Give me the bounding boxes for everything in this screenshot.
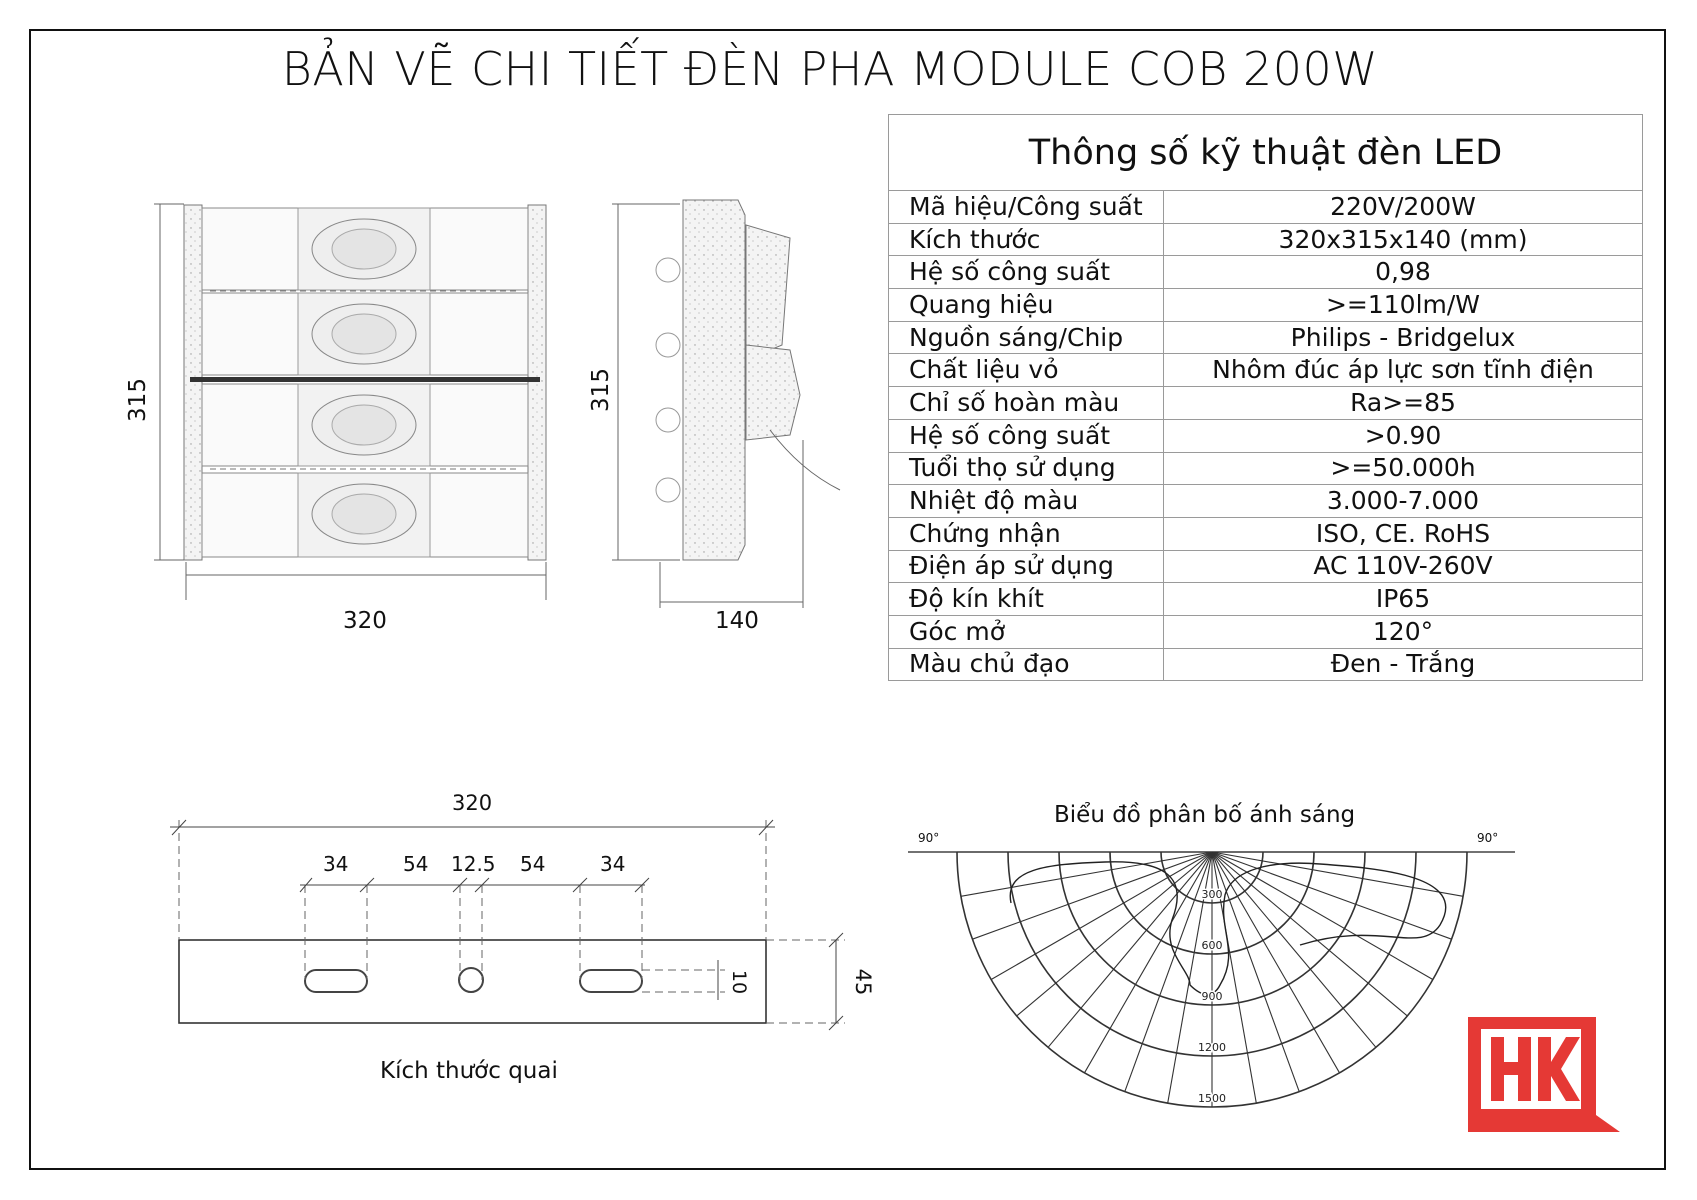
angle-label-left: 90° <box>918 831 940 845</box>
front-left-rail <box>184 205 202 560</box>
spec-label: Độ kín khít <box>889 583 1164 616</box>
spec-label: Chứng nhận <box>889 517 1164 550</box>
hk-led-logo <box>1468 1017 1620 1132</box>
side-view <box>612 200 840 608</box>
front-module-3 <box>202 384 528 466</box>
spec-value: >=50.000h <box>1164 452 1643 485</box>
spec-value: 3.000-7.000 <box>1164 485 1643 518</box>
front-center-bar <box>190 377 540 382</box>
spec-value: >=110lm/W <box>1164 289 1643 322</box>
polar-ring-label: 900 <box>1201 990 1223 1003</box>
distribution-caption: Biểu đồ phân bố ánh sáng <box>1054 802 1356 828</box>
spec-label: Nguồn sáng/Chip <box>889 321 1164 354</box>
spec-value: IP65 <box>1164 583 1643 616</box>
bracket-caption: Kích thước quai <box>380 1058 558 1084</box>
bracket-slot-dim: 10 <box>728 969 750 995</box>
bracket-spacing-5: 34 <box>600 852 626 876</box>
bracket-spacing-1: 34 <box>323 852 349 876</box>
bracket-hole-center <box>459 968 483 992</box>
front-module-4 <box>202 473 528 557</box>
bracket-slot-right <box>580 970 642 992</box>
spec-label: Góc mở <box>889 615 1164 648</box>
front-right-rail <box>528 205 546 560</box>
spec-value: Đen - Trắng <box>1164 648 1643 681</box>
polar-ring-label: 1200 <box>1198 1041 1226 1054</box>
bracket-spacing-3: 12.5 <box>451 852 496 876</box>
spec-value: ISO, CE. RoHS <box>1164 517 1643 550</box>
polar-ring-label: 600 <box>1201 939 1223 952</box>
front-view <box>154 204 546 600</box>
spec-value: Nhôm đúc áp lực sơn tĩnh điện <box>1164 354 1643 387</box>
logo-led-text: LED <box>1593 1055 1615 1095</box>
bracket-slot-left <box>305 970 367 992</box>
bracket-total-dim: 320 <box>452 791 493 815</box>
spec-label: Điện áp sử dụng <box>889 550 1164 583</box>
spec-value: Philips - Bridgelux <box>1164 321 1643 354</box>
page-title: BẢN VẼ CHI TIẾT ĐÈN PHA MODULE COB 200W <box>281 42 1379 96</box>
bracket-body <box>179 940 766 1023</box>
front-height-dim: 315 <box>125 378 151 422</box>
spec-value: 120° <box>1164 615 1643 648</box>
polar-ring-label: 1500 <box>1198 1092 1226 1105</box>
spec-label: Màu chủ đạo <box>889 648 1164 681</box>
bracket-drawing <box>170 820 845 1030</box>
side-depth-dim: 140 <box>715 608 759 634</box>
spec-value: 220V/200W <box>1164 191 1643 224</box>
bracket-spacing-4: 54 <box>520 852 546 876</box>
polar-ring-label: 300 <box>1201 888 1223 901</box>
light-distribution-diagram <box>908 852 1515 1107</box>
spec-label: Nhiệt độ màu <box>889 485 1164 518</box>
front-module-2 <box>202 293 528 375</box>
spec-label: Hệ số công suất <box>889 256 1164 289</box>
bracket-height-dim: 45 <box>851 968 875 996</box>
spec-table-heading: Thông số kỹ thuật đèn LED <box>889 115 1643 191</box>
spec-value: 0,98 <box>1164 256 1643 289</box>
bracket-spacing-2: 54 <box>403 852 429 876</box>
spec-label: Mã hiệu/Công suất <box>889 191 1164 224</box>
spec-label: Quang hiệu <box>889 289 1164 322</box>
spec-label: Kích thước <box>889 223 1164 256</box>
angle-label-right: 90° <box>1477 831 1499 845</box>
front-width-dim: 320 <box>343 608 387 634</box>
front-module-1 <box>202 208 528 290</box>
side-height-dim: 315 <box>588 368 614 412</box>
spec-value: AC 110V-260V <box>1164 550 1643 583</box>
spec-label: Chất liệu vỏ <box>889 354 1164 387</box>
spec-value: 320x315x140 (mm) <box>1164 223 1643 256</box>
spec-value: Ra>=85 <box>1164 387 1643 420</box>
spec-label: Hệ số công suất <box>889 419 1164 452</box>
spec-value: >0.90 <box>1164 419 1643 452</box>
spec-label: Tuổi thọ sử dụng <box>889 452 1164 485</box>
spec-label: Chỉ số hoàn màu <box>889 387 1164 420</box>
